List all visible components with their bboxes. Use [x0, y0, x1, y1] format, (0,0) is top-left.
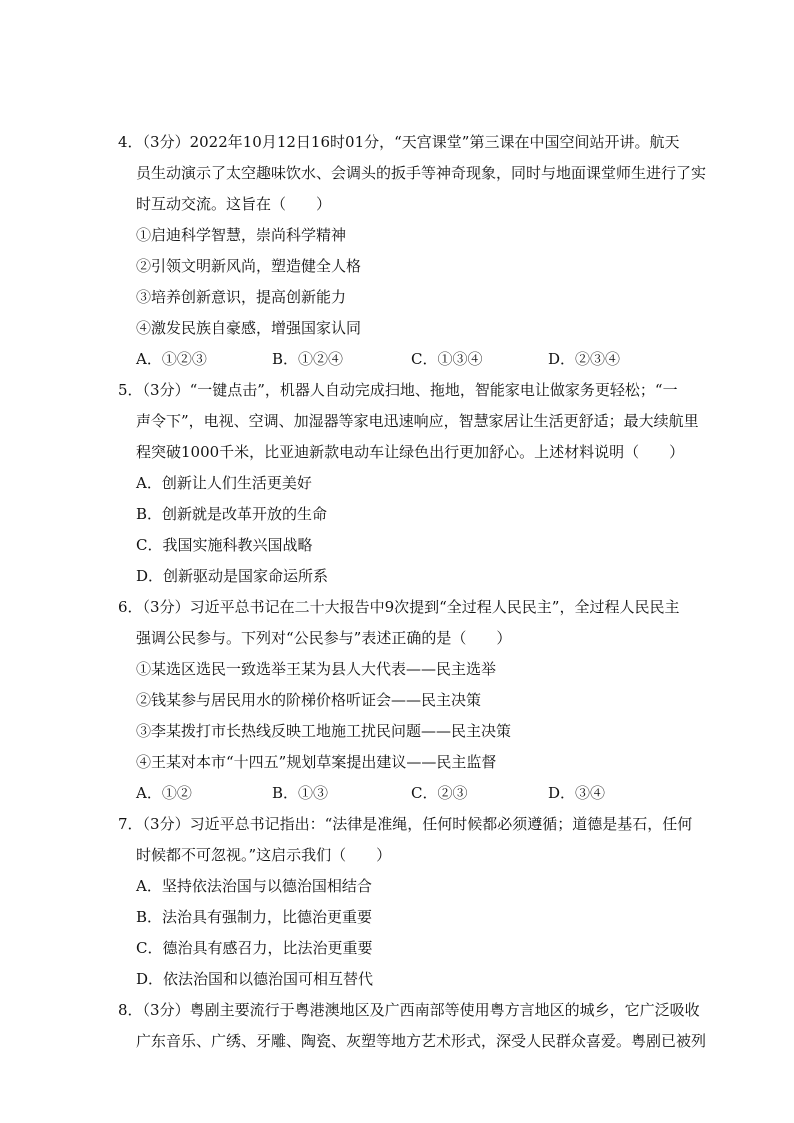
question-4-statement-4: ④激发民族自豪感，增强国家认同: [136, 319, 362, 337]
question-4-statement-2: ②引领文明新风尚，塑造健全人格: [136, 257, 362, 275]
question-5-line-3: 程突破1000千米，比亚迪新款电动车让绿色出行更加舒心。上述材料说明（ ）: [136, 443, 685, 461]
question-7-option-c[interactable]: C．德治具有感召力，比法治更重要: [136, 939, 373, 957]
question-4-line-1: 4．（3分）2022年10月12日16时01分，“天宫课堂”第三课在中国空间站开讲。航天: [118, 133, 680, 151]
question-6-line-2: 强调公民参与。下列对“公民参与”表述正确的是（ ）: [136, 629, 512, 647]
question-5-option-b[interactable]: B．创新就是改革开放的生命: [136, 505, 328, 523]
question-8-line-1: 8．（3分）粤剧主要流行于粤港澳地区及广西南部等使用粤方言地区的城乡，它广泛吸收: [118, 1001, 700, 1019]
question-4-option-a[interactable]: A．①②③: [136, 350, 207, 368]
question-4-option-d[interactable]: D．②③④: [548, 350, 621, 368]
question-5-option-d[interactable]: D．创新驱动是国家命运所系: [136, 567, 329, 585]
question-4-line-3: 时互动交流。这旨在（ ）: [136, 195, 332, 213]
question-4-option-b[interactable]: B．①②④: [272, 350, 344, 368]
question-5-line-1: 5．（3分）“一键点击”，机器人自动完成扫地、拖地，智能家电让做家务更轻松；“一: [118, 381, 678, 399]
question-4-statement-1: ①启迪科学智慧，崇尚科学精神: [136, 226, 347, 244]
question-6-option-d[interactable]: D．③④: [548, 784, 606, 802]
question-5-option-c[interactable]: C．我国实施科教兴国战略: [136, 536, 313, 554]
question-4-option-c[interactable]: C．①③④: [411, 350, 483, 368]
question-5-line-2: 声令下”，电视、空调、加湿器等家电迅速响应，智慧家居让生活更舒适；最大续航里: [136, 412, 699, 430]
question-7-option-a[interactable]: A．坚持依法治国与以德治国相结合: [136, 877, 372, 895]
question-6-option-a[interactable]: A．①②: [136, 784, 192, 802]
question-4-line-2: 员生动演示了太空趣味饮水、会调头的扳手等神奇现象，同时与地面课堂师生进行了实: [136, 164, 707, 182]
question-6-line-1: 6．（3分）习近平总书记在二十大报告中9次提到“全过程人民民主”，全过程人民民主: [118, 598, 680, 616]
question-6-option-b[interactable]: B．①③: [272, 784, 329, 802]
question-6-option-c[interactable]: C．②③: [411, 784, 468, 802]
question-6-statement-4: ④王某对本市“十四五”规划草案提出建议——民主监督: [136, 753, 497, 771]
question-7-line-1: 7．（3分）习近平总书记指出：“法律是准绳，任何时候都必须遵循；道德是基石，任何: [118, 815, 693, 833]
question-7-option-d[interactable]: D．依法治国和以德治国可相互替代: [136, 970, 374, 988]
question-6-statement-1: ①某选区选民一致选举王某为县人大代表——民主选举: [136, 660, 497, 678]
question-7-option-b[interactable]: B．法治具有强制力，比德治更重要: [136, 908, 373, 926]
question-6-statement-3: ③李某拨打市长热线反映工地施工扰民问题——民主决策: [136, 722, 512, 740]
question-7-line-2: 时候都不可忽视。”这启示我们（ ）: [136, 846, 392, 864]
question-4-statement-3: ③培养创新意识，提高创新能力: [136, 288, 347, 306]
question-5-option-a[interactable]: A．创新让人们生活更美好: [136, 474, 312, 492]
question-6-statement-2: ②钱某参与居民用水的阶梯价格听证会——民主决策: [136, 691, 482, 709]
question-8-line-2: 广东音乐、广绣、牙雕、陶瓷、灰塑等地方艺术形式，深受人民群众喜爱。粤剧已被列: [136, 1032, 707, 1050]
